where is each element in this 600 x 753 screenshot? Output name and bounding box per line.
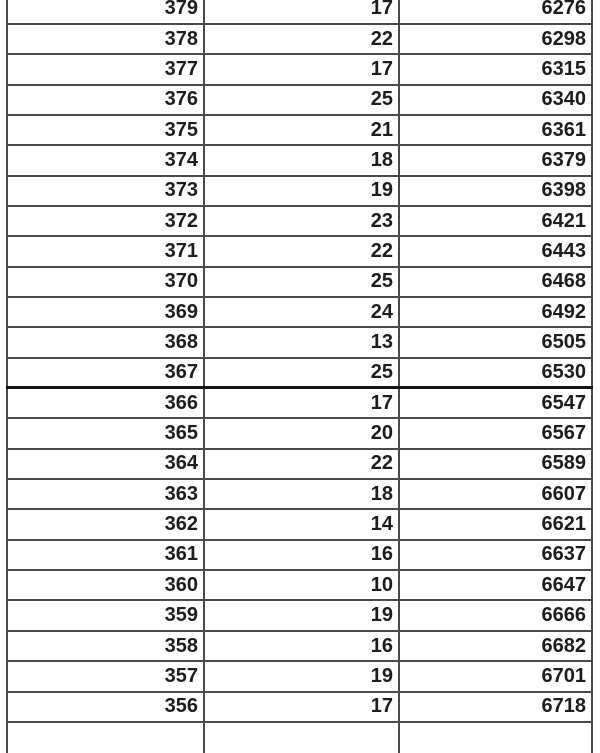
cell-col3[interactable]: 6637	[398, 541, 593, 569]
cell-col3[interactable]: 6607	[398, 480, 593, 508]
table-row	[6, 419, 593, 449]
cell-col1[interactable]: 365	[6, 419, 203, 447]
table-row	[6, 25, 593, 55]
cell-col3[interactable]: 6701	[398, 662, 593, 690]
table-row	[6, 177, 593, 207]
cell-col1[interactable]: 361	[6, 541, 203, 569]
cell-col1[interactable]: 356	[6, 693, 203, 721]
cell-col2[interactable]: 14	[203, 510, 398, 538]
table-row	[6, 389, 593, 419]
cell-col1[interactable]: 375	[6, 116, 203, 144]
cell-col2[interactable]: 21	[203, 116, 398, 144]
cell-col2[interactable]: 18	[203, 146, 398, 174]
table-row	[6, 601, 593, 631]
table-row	[6, 146, 593, 176]
cell-col1[interactable]: 376	[6, 86, 203, 114]
cell-col2[interactable]: 17	[203, 389, 398, 417]
table-row	[6, 541, 593, 571]
cell-col3[interactable]: 6567	[398, 419, 593, 447]
cell-col2[interactable]: 23	[203, 207, 398, 235]
table-row	[6, 510, 593, 540]
table-row	[6, 268, 593, 298]
cell-col2[interactable]: 19	[203, 177, 398, 205]
cell-col2[interactable]: 16	[203, 632, 398, 660]
table-row	[6, 86, 593, 116]
cell-col3[interactable]: 6398	[398, 177, 593, 205]
cell-col3[interactable]: 6666	[398, 601, 593, 629]
cell-col2[interactable]: 19	[203, 601, 398, 629]
cell-col2[interactable]: 13	[203, 328, 398, 356]
cell-col1[interactable]: 364	[6, 450, 203, 478]
cell-col3[interactable]: 6315	[398, 55, 593, 83]
cell-col3[interactable]: 6340	[398, 86, 593, 114]
cell-col2[interactable]: 10	[203, 571, 398, 599]
table-row	[6, 693, 593, 723]
table-row	[6, 207, 593, 237]
table-row	[6, 116, 593, 146]
table-row	[6, 450, 593, 480]
cell-col2[interactable]: 22	[203, 237, 398, 265]
cell-col3[interactable]: 6492	[398, 298, 593, 326]
cell-col1[interactable]: 366	[6, 389, 203, 417]
cell-col3[interactable]: 6379	[398, 146, 593, 174]
cell-col1[interactable]: 358	[6, 632, 203, 660]
cell-col1[interactable]: 371	[6, 237, 203, 265]
table-row	[6, 662, 593, 692]
cell-col1[interactable]: 369	[6, 298, 203, 326]
cell-col2[interactable]: 22	[203, 25, 398, 53]
cell-col3[interactable]: 6682	[398, 632, 593, 660]
table-row	[6, 55, 593, 85]
cell-col2[interactable]: 25	[203, 359, 398, 386]
cell-col3[interactable]	[398, 723, 593, 753]
cell-col1[interactable]: 372	[6, 207, 203, 235]
table-row	[6, 328, 593, 358]
cell-col2[interactable]: 20	[203, 419, 398, 447]
cell-col2[interactable]: 17	[203, 0, 398, 23]
cell-col2[interactable]: 19	[203, 662, 398, 690]
cell-col1[interactable]: 374	[6, 146, 203, 174]
cell-col1[interactable]: 362	[6, 510, 203, 538]
cell-col3[interactable]: 6505	[398, 328, 593, 356]
cell-col1[interactable]: 373	[6, 177, 203, 205]
cell-col1[interactable]: 357	[6, 662, 203, 690]
cell-col3[interactable]: 6647	[398, 571, 593, 599]
table-row	[6, 723, 593, 753]
cell-col2[interactable]: 17	[203, 55, 398, 83]
cell-col1[interactable]: 378	[6, 25, 203, 53]
cell-col3[interactable]: 6468	[398, 268, 593, 296]
cell-col3[interactable]: 6589	[398, 450, 593, 478]
table-row	[6, 237, 593, 267]
table-row	[6, 632, 593, 662]
cell-col3[interactable]: 6276	[398, 0, 593, 23]
cell-col2[interactable]: 22	[203, 450, 398, 478]
table-row	[6, 359, 593, 389]
cell-col3[interactable]: 6530	[398, 359, 593, 386]
cell-col2[interactable]: 25	[203, 268, 398, 296]
cell-col1[interactable]: 359	[6, 601, 203, 629]
cell-col1[interactable]: 379	[6, 0, 203, 23]
cell-col2[interactable]: 17	[203, 693, 398, 721]
cell-col1[interactable]: 367	[6, 359, 203, 386]
cell-col3[interactable]: 6718	[398, 693, 593, 721]
cell-col2[interactable]: 25	[203, 86, 398, 114]
cell-col1[interactable]: 368	[6, 328, 203, 356]
cell-col3[interactable]: 6421	[398, 207, 593, 235]
table-row	[6, 298, 593, 328]
cell-col3[interactable]: 6361	[398, 116, 593, 144]
table-row	[6, 480, 593, 510]
cell-col1[interactable]: 370	[6, 268, 203, 296]
cell-col3[interactable]: 6298	[398, 25, 593, 53]
cell-col1[interactable]	[6, 723, 203, 753]
spreadsheet-table	[6, 0, 593, 753]
cell-col2[interactable]: 16	[203, 541, 398, 569]
cell-col2[interactable]	[203, 723, 398, 753]
cell-col3[interactable]: 6621	[398, 510, 593, 538]
table-row	[6, 0, 593, 25]
table-row	[6, 571, 593, 601]
cell-col1[interactable]: 377	[6, 55, 203, 83]
cell-col3[interactable]: 6547	[398, 389, 593, 417]
cell-col2[interactable]: 24	[203, 298, 398, 326]
cell-col1[interactable]: 360	[6, 571, 203, 599]
cell-col3[interactable]: 6443	[398, 237, 593, 265]
cell-col1[interactable]: 363	[6, 480, 203, 508]
cell-col2[interactable]: 18	[203, 480, 398, 508]
